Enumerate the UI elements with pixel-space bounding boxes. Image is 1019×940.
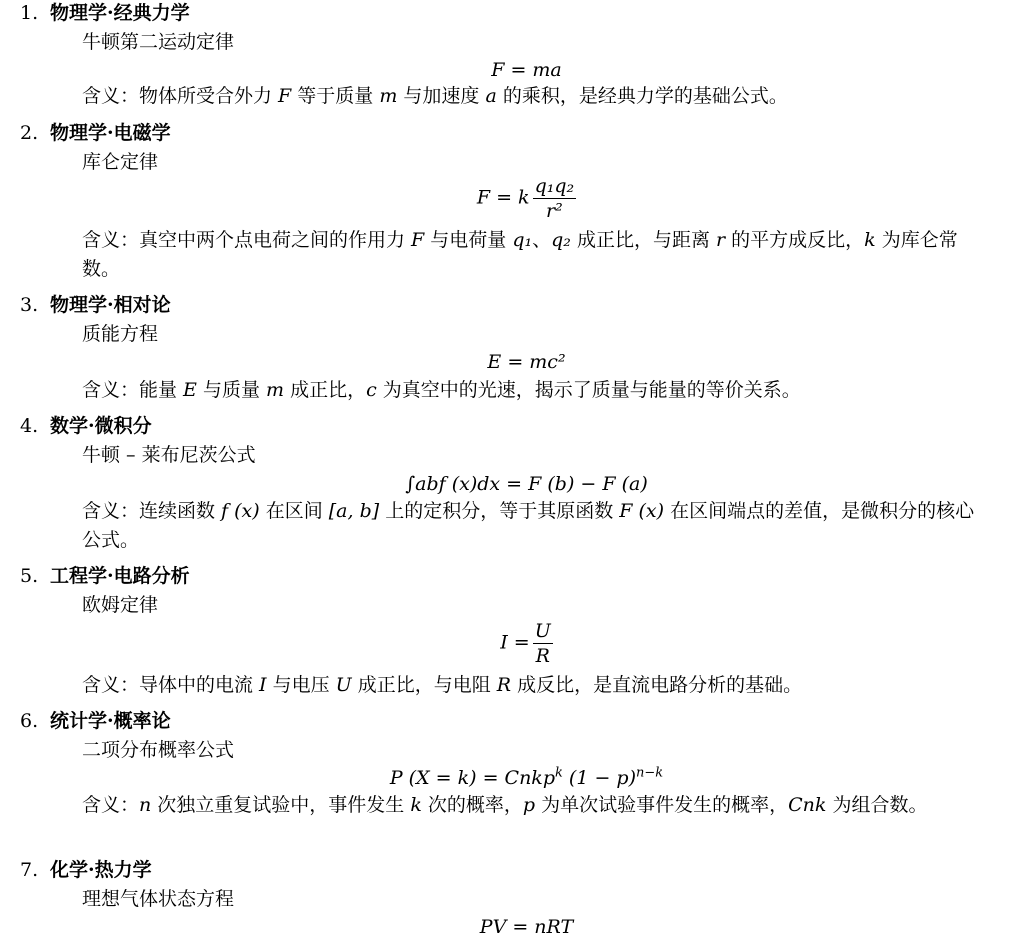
entry-category: 物理学·相对论: [50, 294, 171, 316]
formula: I = $\frac{U}{R}$: [500, 620, 551, 667]
entry-heading: 2. 物理学·电磁学: [20, 122, 171, 144]
entry-heading: 6. 统计学·概率论: [20, 710, 171, 732]
formula-meaning: 含义：连续函数 f (x) 在区间 [a, b] 上的定积分，等于其原函数 F (x) 在区间端点的差值，是微积分的核心公式。: [82, 500, 975, 551]
formula-name: 二项分布概率公式: [82, 739, 235, 761]
formula: F = k $\frac{\text{q₁q₂}}{\text{r²}}$: [476, 175, 575, 222]
formula-meaning: 含义：导体中的电流 I 与电压 U 成正比，与电阻 R 成反比，是直流电路分析的基础。: [82, 674, 803, 696]
formula: P (X = k) = Cnkp$^k$ $(1 - p)^{n-k}$: [389, 765, 664, 789]
formula: ∫abf (x)dx = F (b) − F (a): [405, 473, 648, 495]
entry-heading: 7. 化学·热力学: [20, 859, 152, 881]
entry-heading: 4. 数学·微积分: [20, 415, 152, 437]
entry-heading: 1. 物理学·经典力学: [20, 2, 190, 24]
fraction: $\frac{U}{R}$: [534, 620, 551, 667]
fraction: $\frac{\text{q₁q₂}}{\text{r²}}$: [534, 175, 575, 222]
formula-name: 库仑定律: [82, 151, 159, 173]
formula-meaning: 含义：真空中两个点电荷之间的作用力 F 与电荷量 q₁、q₂ 成正比，与距离 r 的平方成反比，k 为库仑常数。: [82, 229, 958, 280]
formula: F = ma: [491, 59, 562, 81]
entry-category: 化学·热力学: [50, 859, 152, 881]
formula-meaning: 含义：能量 E 与质量 m 成正比，c 为真空中的光速，揭示了质量与能量的等价关系。: [82, 379, 801, 401]
formula: PV = nRT: [479, 916, 574, 938]
formula-meaning: 含义：物体所受合外力 F 等于质量 m 与加速度 a 的乘积，是经典力学的基础公式。: [82, 85, 788, 107]
formula: E = mc²: [487, 351, 566, 373]
formula-name: 牛顿第二运动定律: [82, 31, 235, 53]
formula-meaning: 含义：n 次独立重复试验中，事件发生 k 次的概率，p 为单次试验事件发生的概率，Cnk 为组合数。: [82, 794, 928, 816]
entry-category: 工程学·电路分析: [50, 565, 190, 587]
formula-name: 牛顿 – 莱布尼茨公式: [82, 444, 256, 466]
entry-category: 统计学·概率论: [50, 710, 171, 732]
entry-heading: 5. 工程学·电路分析: [20, 565, 190, 587]
entry-category: 物理学·电磁学: [50, 122, 171, 144]
formula-name: 欧姆定律: [82, 594, 159, 616]
entry-category: 物理学·经典力学: [50, 2, 190, 24]
formula-name: 理想气体状态方程: [82, 888, 235, 910]
formula-name: 质能方程: [82, 323, 159, 345]
entry-category: 数学·微积分: [50, 415, 152, 437]
entry-heading: 3. 物理学·相对论: [20, 294, 171, 316]
